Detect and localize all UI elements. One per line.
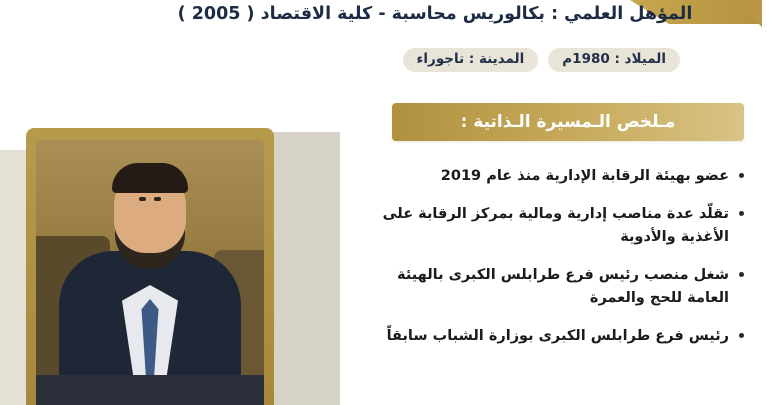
desk-shape xyxy=(36,375,264,405)
person-eye-right-shape xyxy=(139,197,146,201)
photo-panel xyxy=(0,0,338,405)
list-item-label: رئيس فرع طرابلس الكبرى بوزارة الشباب سابقاً xyxy=(386,328,729,345)
section-heading-label: مـلخص الـمسيرة الـذاتية : xyxy=(460,112,676,132)
section-heading-bar xyxy=(392,103,744,141)
list-item xyxy=(372,203,744,248)
summary-bullet-list xyxy=(372,165,744,364)
list-item-label: شغل منصب رئيس فرع طرابلس الكبرى بالهيئة العامة للحج والعمرة xyxy=(397,267,729,306)
qualification-text: المؤهل العلمي : بكالوريس محاسبة - كلية الاقتصاد ( 2005 ) xyxy=(177,4,693,24)
person-hair-shape xyxy=(112,163,188,193)
bullet-dot-icon xyxy=(739,333,744,338)
list-item-label: تقلّد عدة مناصب إدارية ومالية بمركز الرقابة على الأغذية والأدوية xyxy=(382,206,729,245)
list-item xyxy=(372,325,744,347)
city-pill: المدينة : تاجوراء xyxy=(403,48,539,72)
portrait-photo xyxy=(36,140,264,405)
bullet-dot-icon xyxy=(739,211,744,216)
bullet-dot-icon xyxy=(739,173,744,178)
birth-pill: الميلاد : 1980م xyxy=(548,48,680,72)
page-gutter xyxy=(762,0,780,405)
list-item-label: عضو بهيئة الرقابة الإدارية منذ عام 2019 xyxy=(440,168,729,184)
list-item xyxy=(372,264,744,309)
person-eye-left-shape xyxy=(154,197,161,201)
info-pill-row xyxy=(403,48,680,72)
bullet-dot-icon xyxy=(739,272,744,277)
list-item xyxy=(372,165,744,187)
